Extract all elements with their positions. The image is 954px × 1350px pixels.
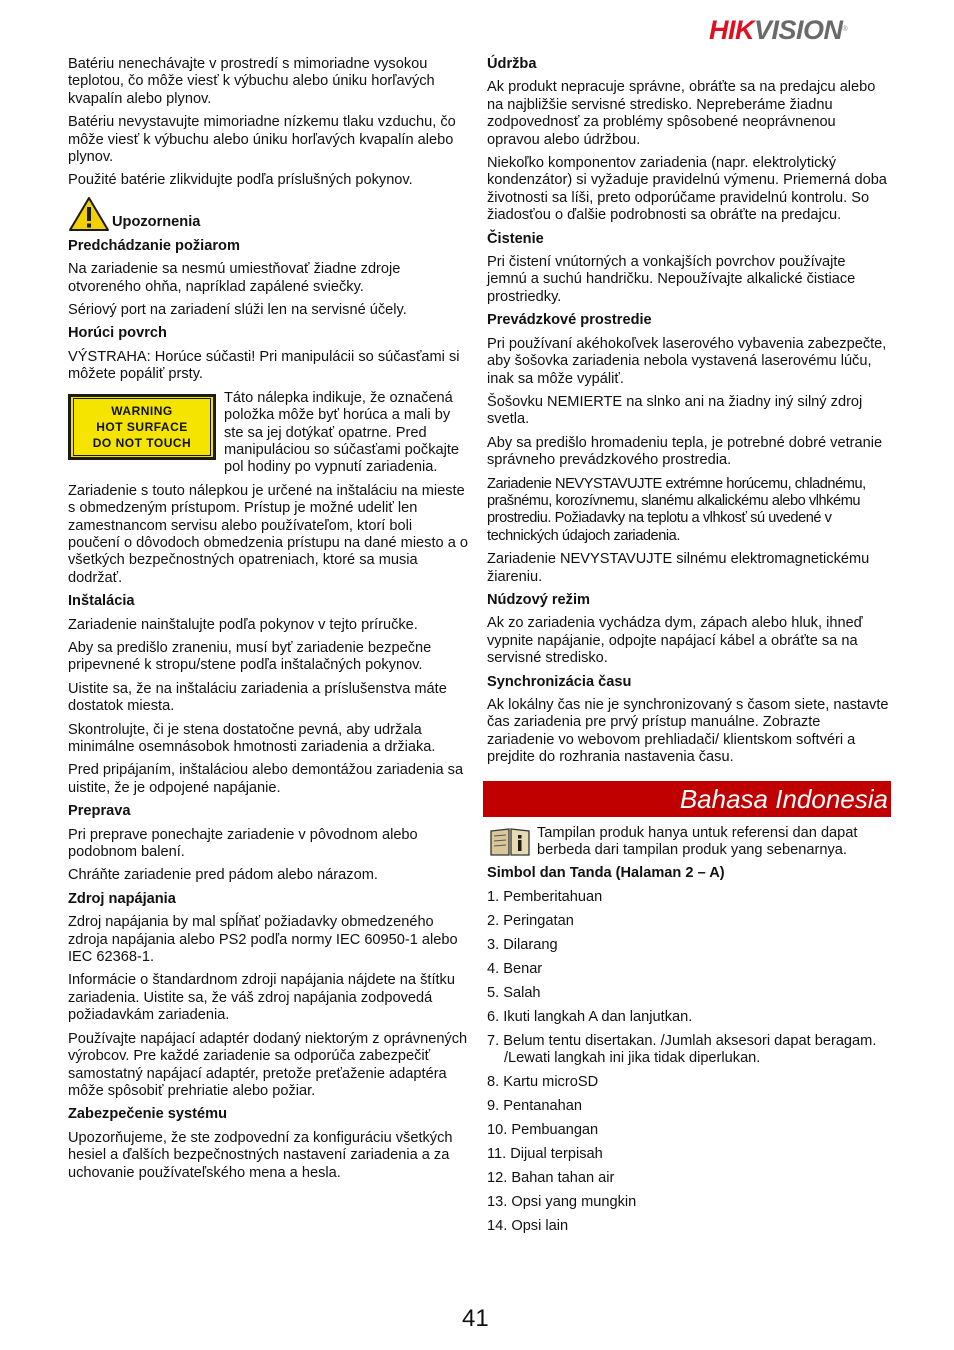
hot-surface-sticker-block (68, 390, 468, 477)
list-item: 9. Pentanahan (487, 1098, 582, 1115)
page-number: 41 (462, 1305, 489, 1332)
battery-disposal-paragraph: Použité batérie zlikvidujte podľa príslušných pokynov. (68, 172, 413, 189)
sticker-line-1: WARNING (111, 403, 173, 418)
time-sync-heading: Synchronizácia času (487, 673, 632, 690)
sticker-line-3: DO NOT TOUCH (92, 435, 192, 450)
installation-paragraph-3: Uistite sa, že na inštaláciu zariadenia a príslušenstva máte dostatok miesta. (68, 680, 447, 715)
transport-paragraph-1: Pri preprave ponechajte zariadenie v pôvodnom alebo podobnom balení. (68, 826, 418, 861)
fire-paragraph-1: Na zariadenie sa nesmú umiestňovať žiadne zdroje otvoreného ohňa, napríklad zapálené sviečky. (68, 261, 401, 295)
list-item: 7. Belum tentu disertakan. /Jumlah aksesori dapat beragam. /Lewati langkah ini jika tidak diperlukan. (487, 1032, 877, 1067)
section-banner: Bahasa Indonesia (483, 781, 891, 817)
sticker-description: Táto nálepka indikuje, že označená položka môže byť horúca a mali by ste sa jej dotýkať opatrne. Pred manipuláciou so súčasťami počkajte pol hodiny po vypnutí zariadenia. (224, 389, 460, 476)
list-item: 14. Opsi lain (487, 1218, 569, 1235)
sticker-line-2: HOT SURFACE (96, 419, 188, 434)
environment-paragraph-4: Zariadenie NEVYSTAVUJTE extrémne horúcemu, chladnému, prašnému, korozívnemu, slanému alkalickému alebo vlhkému prostrediu. Požiadavky na teplotu a vlhkosť sú uvedené v technických údajoch zariadenia. (487, 475, 866, 544)
installation-paragraph-2: Aby sa predišlo zraneniu, musí byť zariadenie bezpečne pripevnené k stropu/stene podľa inštalačných pokynov. (68, 639, 432, 674)
environment-heading: Prevádzkové prostredie (487, 312, 652, 329)
cleaning-heading: Čistenie (487, 230, 544, 247)
fire-paragraph-2: Sériový port na zariadení slúži len na servisné účely. (68, 302, 407, 319)
list-item: 10. Pembuangan (487, 1122, 599, 1139)
symbols-list (487, 889, 889, 1236)
list-item: 8. Kartu microSD (487, 1074, 599, 1091)
hot-surface-paragraph-3: Zariadenie s touto nálepkou je určené na inštaláciu na mieste s obmedzeným prístupom. Prístup je možné udeliť len zamestnancom servisu alebo používateľom, ktorí boli poučení o dôvodoch obmedzenia prístupu na dané miesto a o všetkých bezpečnostných opatreniach, ktoré sa musia dodržať. (68, 482, 468, 586)
power-supply-heading: Zdroj napájania (68, 890, 176, 907)
installation-paragraph-1: Zariadenie nainštalujte podľa pokynov v tejto príručke. (68, 616, 418, 633)
environment-paragraph-5: Zariadenie NEVYSTAVUJTE silnému elektromagnetickému žiareniu. (487, 551, 870, 585)
note-block (487, 825, 889, 860)
transport-heading: Preprava (68, 803, 131, 820)
installation-heading: Inštalácia (68, 593, 135, 610)
hot-surface-heading: Horúci povrch (68, 325, 167, 342)
note-book-icon (489, 827, 531, 857)
transport-paragraph-2: Chráňte zariadenie pred pádom alebo nárazom. (68, 867, 378, 884)
hot-surface-sticker (68, 394, 216, 460)
emergency-paragraph: Ak zo zariadenia vychádza dym, zápach alebo hluk, ihneď vypnite napájanie, odpojte napájací kábel a obráťte sa na servisné stredisko. (487, 615, 863, 667)
system-security-heading: Zabezpečenie systému (68, 1106, 227, 1123)
cleaning-paragraph: Pri čistení vnútorných a vonkajších povrchov používajte jemnú a suchú handričku. Nepoužívajte alkalické čistiace prostriedky. (487, 254, 856, 305)
emergency-heading: Núdzový režim (487, 591, 590, 608)
environment-paragraph-1: Pri používaní akéhokoľvek laserového vybavenia zabezpečte, aby šošovka zariadenia nebola vystavená laserovému lúču, inak sa môže vypáliť. (487, 335, 887, 387)
note-text: Tampilan produk hanya untuk referensi dan dapat berbeda dari tampilan produk yang sebenarnya. (537, 824, 858, 859)
logo-text: HIKVISION® (709, 15, 848, 45)
hot-surface-paragraph-1: VÝSTRAHA: Horúce súčasti! Pri manipulácii so súčasťami si môžete popáliť prsty. (68, 348, 460, 383)
environment-paragraph-3: Aby sa predišlo hromadeniu tepla, je potrebné dobré vetranie správneho prevádzkového prostredia. (487, 434, 883, 469)
list-item: 6. Ikuti langkah A dan lanjutkan. (487, 1008, 693, 1025)
warning-triangle-icon (68, 196, 110, 232)
environment-paragraph-2: Šošovku NEMIERTE na slnko ani na žiadny iný silný zdroj svetla. (487, 393, 863, 428)
maintenance-paragraph-1: Ak produkt nepracuje správne, obráťte sa na predajcu alebo na najbližšie servisné stredisko. Nepreberáme žiadnu zodpovednosť za problémy spôsobené neoprávnenou opravou alebo údržbou. (487, 79, 876, 148)
symbols-heading: Simbol dan Tanda (Halaman 2 – A) (487, 865, 725, 882)
system-security-paragraph: Upozorňujeme, že ste zodpovední za konfiguráciu všetkých hesiel a ďalších bezpečnostných nastavení zariadenia a za uchovanie používateľského mena a hesla. (68, 1129, 453, 1181)
right-column (487, 56, 889, 1242)
hikvision-logo (709, 16, 884, 44)
installation-paragraph-4: Skontrolujte, či je stena dostatočne pevná, aby udržala minimálne osemnásobok hmotnosti zariadenia a držiaka. (68, 721, 436, 755)
maintenance-paragraph-2: Niekoľko komponentov zariadenia (napr. elektrolytický kondenzátor) si vyžaduje pravidelnú výmenu. Priemerná doba životnosti sa líši, preto odporúčame pravidelnú kontrolu. So žiadosťou o ďalšie podrobnosti sa obráťte na predajcu. (487, 155, 887, 224)
list-item: 2. Peringatan (487, 912, 574, 929)
warnings-heading: Upozornenia (112, 214, 201, 231)
list-item: 3. Dilarang (487, 936, 558, 953)
left-column (68, 56, 468, 1188)
power-supply-paragraph-2: Informácie o štandardnom zdroji napájania nájdete na štítku zariadenia. Uistite sa, že váš zdroj napájania zodpovedá požiadavkám zariadenia. (68, 972, 455, 1024)
list-item: 5. Salah (487, 984, 541, 1001)
list-item: 13. Opsi yang mungkin (487, 1194, 637, 1211)
battery-heat-paragraph: Batériu nenechávajte v prostredí s mimoriadne vysokou teplotou, čo môže viesť k výbuchu alebo úniku horľavých kvapalín alebo plynov. (68, 56, 435, 107)
power-supply-paragraph-3: Používajte napájací adaptér dodaný niektorým z oprávnených výrobcov. Pre každé zariadenie sa odporúča zabezpečiť samostatný napájací adaptér, pretože preťaženie adaptéra môže spôsobiť prehriatie alebo požiar. (68, 1030, 468, 1099)
list-item: 4. Benar (487, 960, 543, 977)
installation-paragraph-5: Pred pripájaním, inštaláciou alebo demontážou zariadenia sa uistite, že je odpojené napájanie. (68, 762, 464, 796)
list-item: 12. Bahan tahan air (487, 1170, 615, 1187)
warnings-heading-row (68, 196, 468, 232)
power-supply-paragraph-1: Zdroj napájania by mal spĺňať požiadavky obmedzeného zdroja napájania alebo PS2 podľa normy IEC 60950-1 alebo IEC 62368-1. (68, 914, 458, 966)
battery-pressure-paragraph: Batériu nevystavujte mimoriadne nízkemu tlaku vzduchu, čo môže viesť k výbuchu alebo úniku horľavých kvapalín alebo plynov. (68, 114, 456, 166)
time-sync-paragraph: Ak lokálny čas nie je synchronizovaný s časom siete, nastavte čas zariadenia pre prvý prístup manuálne. Zobrazte zariadenie vo webovom prehliadači/ klientskom softvéri a prejdite do rozhrania nastavenia času. (487, 697, 889, 766)
list-item: 1. Pemberitahuan (487, 888, 603, 905)
fire-heading: Predchádzanie požiarom (68, 237, 240, 254)
maintenance-heading: Údržba (487, 56, 537, 72)
list-item: 11. Dijual terpisah (487, 1146, 603, 1163)
